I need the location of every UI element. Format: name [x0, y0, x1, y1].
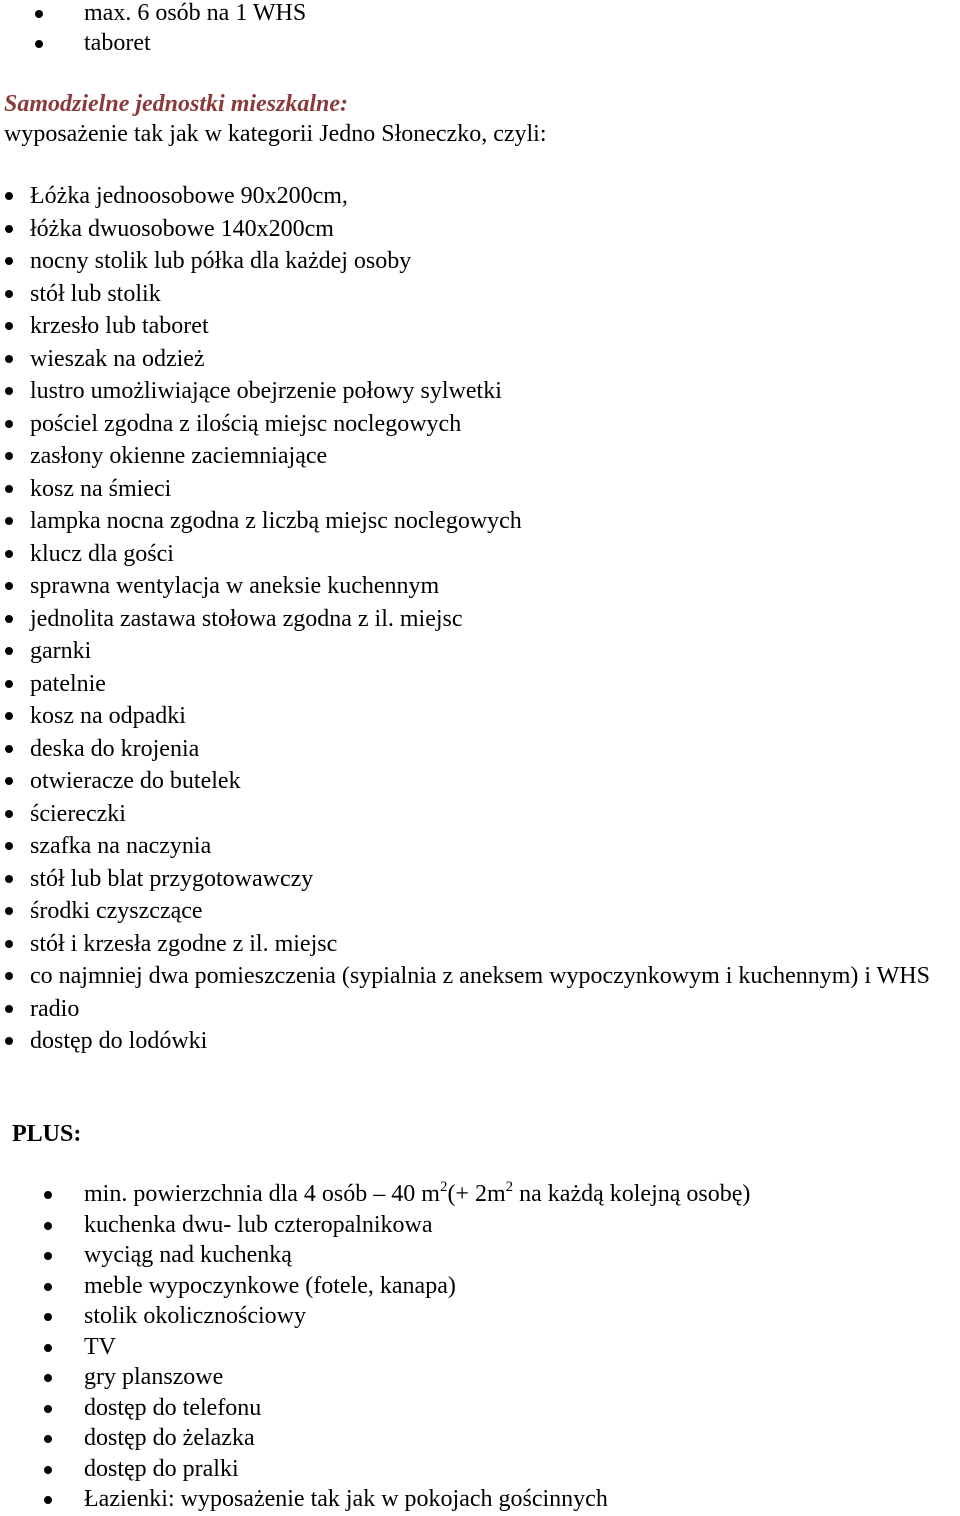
list-item — [0, 473, 960, 506]
list-item — [0, 960, 960, 993]
list-item-text: stół lub stolik — [30, 280, 161, 307]
bullet-icon — [5, 485, 13, 493]
list-item — [0, 408, 960, 441]
list-item-text: gry planszowe — [84, 1364, 224, 1390]
bullet-icon — [5, 290, 13, 298]
list-item-text: taboret — [84, 30, 151, 56]
list-item-text: lustro umożliwiające obejrzenie połowy sylwetki — [30, 378, 502, 404]
bullet-icon — [5, 972, 13, 980]
bullet-icon — [5, 745, 13, 753]
list-item — [0, 1271, 750, 1302]
list-item-text: kosz na odpadki — [30, 703, 186, 729]
list-item-text: łóżka dwuosobowe 140x200cm — [30, 215, 334, 242]
list-item — [0, 1423, 750, 1454]
list-item-text: kosz na śmieci — [30, 475, 172, 502]
bullet-icon — [5, 582, 13, 590]
list-item-text: lampka nocna zgodna z liczbą miejsc noclegowych — [30, 508, 522, 534]
bullet-icon — [44, 1283, 52, 1291]
plus-heading: PLUS: — [12, 1121, 82, 1147]
bullet-icon — [35, 10, 43, 18]
list-item — [0, 928, 960, 961]
list-item — [0, 310, 960, 343]
bullet-icon — [5, 517, 13, 525]
list-item-text: wieszak na odzież — [30, 345, 205, 372]
list-item-text: wyciąg nad kuchenką — [84, 1242, 292, 1268]
list-item — [0, 245, 960, 278]
bullet-icon — [44, 1344, 52, 1352]
list-item — [0, 440, 960, 473]
list-item — [0, 570, 960, 603]
bullet-icon — [5, 712, 13, 720]
list-item — [0, 863, 960, 896]
list-item — [0, 538, 960, 571]
list-item-text: nocny stolik lub półka dla każdej osoby — [30, 248, 412, 274]
bullet-icon — [44, 1405, 52, 1413]
list-item-text: stół i krzesła zgodne z il. miejsc — [30, 930, 338, 957]
list-item-text: pościel zgodna z ilością miejsc noclegowych — [30, 410, 462, 437]
list-item-text: stolik okolicznościowy — [84, 1303, 306, 1329]
list-item — [0, 1301, 750, 1332]
bullet-icon — [44, 1374, 52, 1382]
bullet-icon — [5, 225, 13, 233]
area-text-part: (+ 2m — [447, 1181, 506, 1207]
list-item-text: Łazienki: wyposażenie tak jak w pokojach gościnnych — [84, 1486, 608, 1512]
area-text-part: na każdą kolejną osobę) — [513, 1181, 751, 1207]
list-item-text: deska do krojenia — [30, 735, 200, 762]
list-item — [0, 278, 960, 311]
area-text — [84, 1181, 750, 1207]
list-item — [0, 733, 960, 766]
bullet-icon — [5, 550, 13, 558]
bullet-icon — [5, 420, 13, 428]
list-item-text: dostęp do lodówki — [30, 1028, 208, 1054]
bullet-icon — [5, 680, 13, 688]
list-item-text: Łóżka jednoosobowe 90x200cm, — [30, 183, 348, 209]
list-item — [0, 1179, 750, 1210]
list-item-text: kuchenka dwu- lub czteropalnikowa — [84, 1211, 433, 1238]
list-item-text: patelnie — [30, 670, 106, 697]
list-item-text: stół lub blat przygotowawczy — [30, 865, 314, 892]
list-item — [0, 1210, 750, 1241]
list-item — [0, 180, 960, 213]
bullet-icon — [44, 1496, 52, 1504]
list-item-text: dostęp do żelazka — [84, 1425, 255, 1451]
list-item-text: krzesło lub taboret — [30, 313, 209, 339]
list-item — [0, 1454, 750, 1485]
bullet-icon — [44, 1313, 52, 1321]
list-item-text: co najmniej dwa pomieszczenia (sypialnia z aneksem wypoczynkowym i kuchennym) i WHS — [30, 963, 930, 989]
bullet-icon — [44, 1466, 52, 1474]
list-item-text: TV — [84, 1333, 116, 1360]
bullet-icon — [5, 940, 13, 948]
list-item-text: zasłony okienne zaciemniające — [30, 443, 328, 469]
list-item-text: max. 6 osób na 1 WHS — [84, 0, 307, 26]
section-intro: wyposażenie tak jak w kategorii Jedno Słoneczko, czyli: — [4, 121, 547, 147]
bullet-icon — [5, 355, 13, 363]
top-list — [0, 0, 306, 60]
list-item-text: ściereczki — [30, 800, 126, 827]
bullet-icon — [5, 322, 13, 330]
superscript: 2 — [439, 1179, 448, 1195]
list-item — [0, 765, 960, 798]
bullet-icon — [5, 387, 13, 395]
list-item-text: klucz dla gości — [30, 540, 174, 567]
bullet-icon — [5, 647, 13, 655]
list-item — [0, 700, 960, 733]
bullet-icon — [44, 1252, 52, 1260]
list-item — [0, 1393, 750, 1424]
list-item-text: radio — [30, 995, 80, 1022]
list-item — [0, 213, 960, 246]
bullet-icon — [5, 842, 13, 850]
bullet-icon — [5, 192, 13, 200]
list-item — [0, 1362, 750, 1393]
list-item — [0, 1484, 750, 1515]
list-item — [0, 343, 960, 376]
list-item-text: sprawna wentylacja w aneksie kuchennym — [30, 573, 440, 599]
list-item — [0, 635, 960, 668]
list-item — [0, 668, 960, 701]
list-item — [0, 30, 306, 60]
list-item — [0, 895, 960, 928]
list-item-text: jednolita zastawa stołowa zgodna z il. miejsc — [30, 605, 463, 632]
bullet-icon — [5, 615, 13, 623]
bullet-icon — [5, 777, 13, 785]
bullet-icon — [35, 40, 43, 48]
list-item — [0, 603, 960, 636]
equipment-list — [0, 180, 960, 1058]
list-item-text: szafka na naczynia — [30, 833, 212, 859]
bullet-icon — [44, 1435, 52, 1443]
list-item — [0, 993, 960, 1026]
list-item-text: dostęp do pralki — [84, 1455, 239, 1482]
section-heading: Samodzielne jednostki mieszkalne: — [4, 91, 349, 117]
list-item-text: otwieracze do butelek — [30, 768, 241, 794]
list-item-text: środki czyszczące — [30, 898, 203, 924]
list-item — [0, 830, 960, 863]
superscript: 2 — [505, 1179, 514, 1195]
plus-list — [0, 1179, 750, 1515]
list-item — [0, 505, 960, 538]
list-item — [0, 1332, 750, 1363]
area-text-part: min. powierzchnia dla 4 osób – 40 m — [84, 1181, 440, 1207]
list-item — [0, 375, 960, 408]
bullet-icon — [5, 1037, 13, 1045]
list-item — [0, 1240, 750, 1271]
bullet-icon — [5, 257, 13, 265]
bullet-icon — [5, 452, 13, 460]
bullet-icon — [5, 1005, 13, 1013]
list-item-text: meble wypoczynkowe (fotele, kanapa) — [84, 1272, 456, 1299]
list-item — [0, 0, 306, 30]
list-item-text: dostęp do telefonu — [84, 1394, 262, 1421]
bullet-icon — [5, 875, 13, 883]
bullet-icon — [5, 907, 13, 915]
list-item — [0, 798, 960, 831]
list-item-text: garnki — [30, 638, 92, 664]
bullet-icon — [44, 1222, 52, 1230]
list-item — [0, 1025, 960, 1058]
bullet-icon — [5, 810, 13, 818]
bullet-icon — [44, 1191, 52, 1199]
